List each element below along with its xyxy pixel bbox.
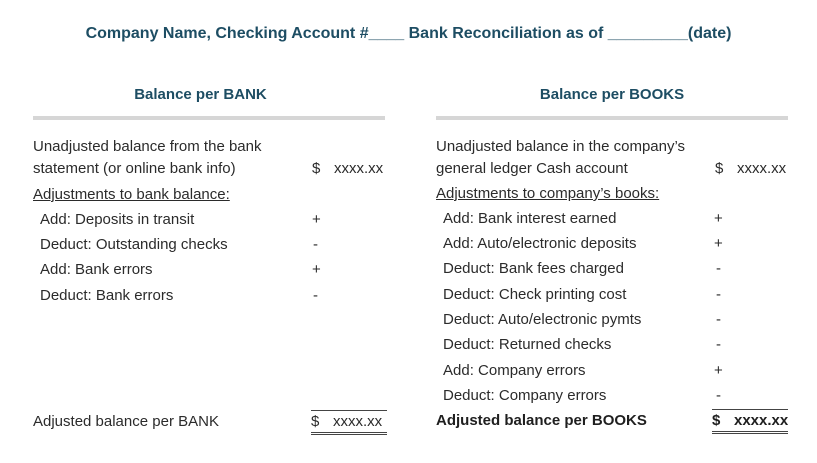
- books-header-rule: [436, 116, 788, 120]
- bank-unadjusted-line2: statement (or online bank info): [33, 160, 236, 177]
- bank-adjusted-value: xxxx.xx: [333, 413, 383, 430]
- books-adjustment-sign: -: [716, 260, 721, 277]
- bank-adjustment-row: Deduct: Bank errors: [40, 287, 174, 304]
- books-adjustment-row: Deduct: Bank fees charged: [443, 260, 624, 277]
- bank-adjustment-sign: +: [312, 261, 321, 278]
- bank-adjustment-row: Add: Bank errors: [40, 261, 153, 278]
- bank-adjustment-sign: -: [313, 236, 318, 253]
- books-unadjusted-amount: [715, 159, 786, 179]
- bank-adjustment-sign: +: [312, 211, 321, 228]
- books-adjustment-sign: -: [716, 336, 721, 353]
- books-adjustment-row: Add: Bank interest earned: [443, 210, 617, 227]
- books-adjusted-label: Adjusted balance per BOOKS: [436, 412, 647, 429]
- books-unadjusted-line1: Unadjusted balance in the company’s: [436, 138, 686, 155]
- books-adjustment-row: Add: Company errors: [443, 362, 586, 379]
- books-adjustment-row: Add: Auto/electronic deposits: [443, 235, 637, 252]
- books-adjustment-row: Deduct: Returned checks: [443, 336, 612, 353]
- books-unadjusted-line2: general ledger Cash account: [436, 160, 628, 177]
- bank-unadjusted-amount: [312, 159, 383, 179]
- books-unadjusted-value: xxxx.xx: [737, 160, 787, 177]
- books-adjustment-row: Deduct: Company errors: [443, 387, 607, 404]
- page-title: Company Name, Checking Account #____ Bank Reconciliation as of _________(date): [85, 25, 732, 42]
- bank-adjustment-row: Add: Deposits in transit: [40, 211, 195, 228]
- bank-unadjusted-line1: Unadjusted balance from the bank: [33, 138, 262, 155]
- bank-unadjusted-dollar: $: [312, 160, 321, 177]
- books-adjustments-label: Adjustments to company’s books:: [436, 185, 660, 202]
- books-unadjusted-dollar: $: [715, 160, 724, 177]
- bank-adjusted-label: Adjusted balance per BANK: [33, 413, 219, 430]
- books-adjustment-sign: +: [714, 210, 723, 227]
- bank-header-rule: [33, 116, 385, 120]
- books-adjustment-sign: -: [716, 286, 721, 303]
- books-adjustment-sign: -: [716, 311, 721, 328]
- bank-adjusted-amount: [311, 410, 387, 435]
- bank-adjustments-label: Adjustments to bank balance:: [33, 186, 230, 203]
- books-adjustment-sign: +: [714, 362, 723, 379]
- bank-adjusted-dollar: $: [311, 413, 320, 430]
- books-adjustment-sign: -: [716, 387, 721, 404]
- books-adjustment-row: Deduct: Auto/electronic pymts: [443, 311, 642, 328]
- books-adjusted-value: xxxx.xx: [734, 412, 789, 429]
- books-adjusted-amount: [712, 409, 788, 434]
- bank-adjustment-sign: -: [313, 287, 318, 304]
- books-adjustment-sign: +: [714, 235, 723, 252]
- bank-header: Balance per BANK: [134, 86, 267, 103]
- bank-unadjusted-value: xxxx.xx: [334, 160, 384, 177]
- bank-adjustment-row: Deduct: Outstanding checks: [40, 236, 228, 253]
- books-header: Balance per BOOKS: [539, 86, 685, 103]
- books-adjusted-dollar: $: [712, 412, 721, 429]
- books-adjustment-row: Deduct: Check printing cost: [443, 286, 627, 303]
